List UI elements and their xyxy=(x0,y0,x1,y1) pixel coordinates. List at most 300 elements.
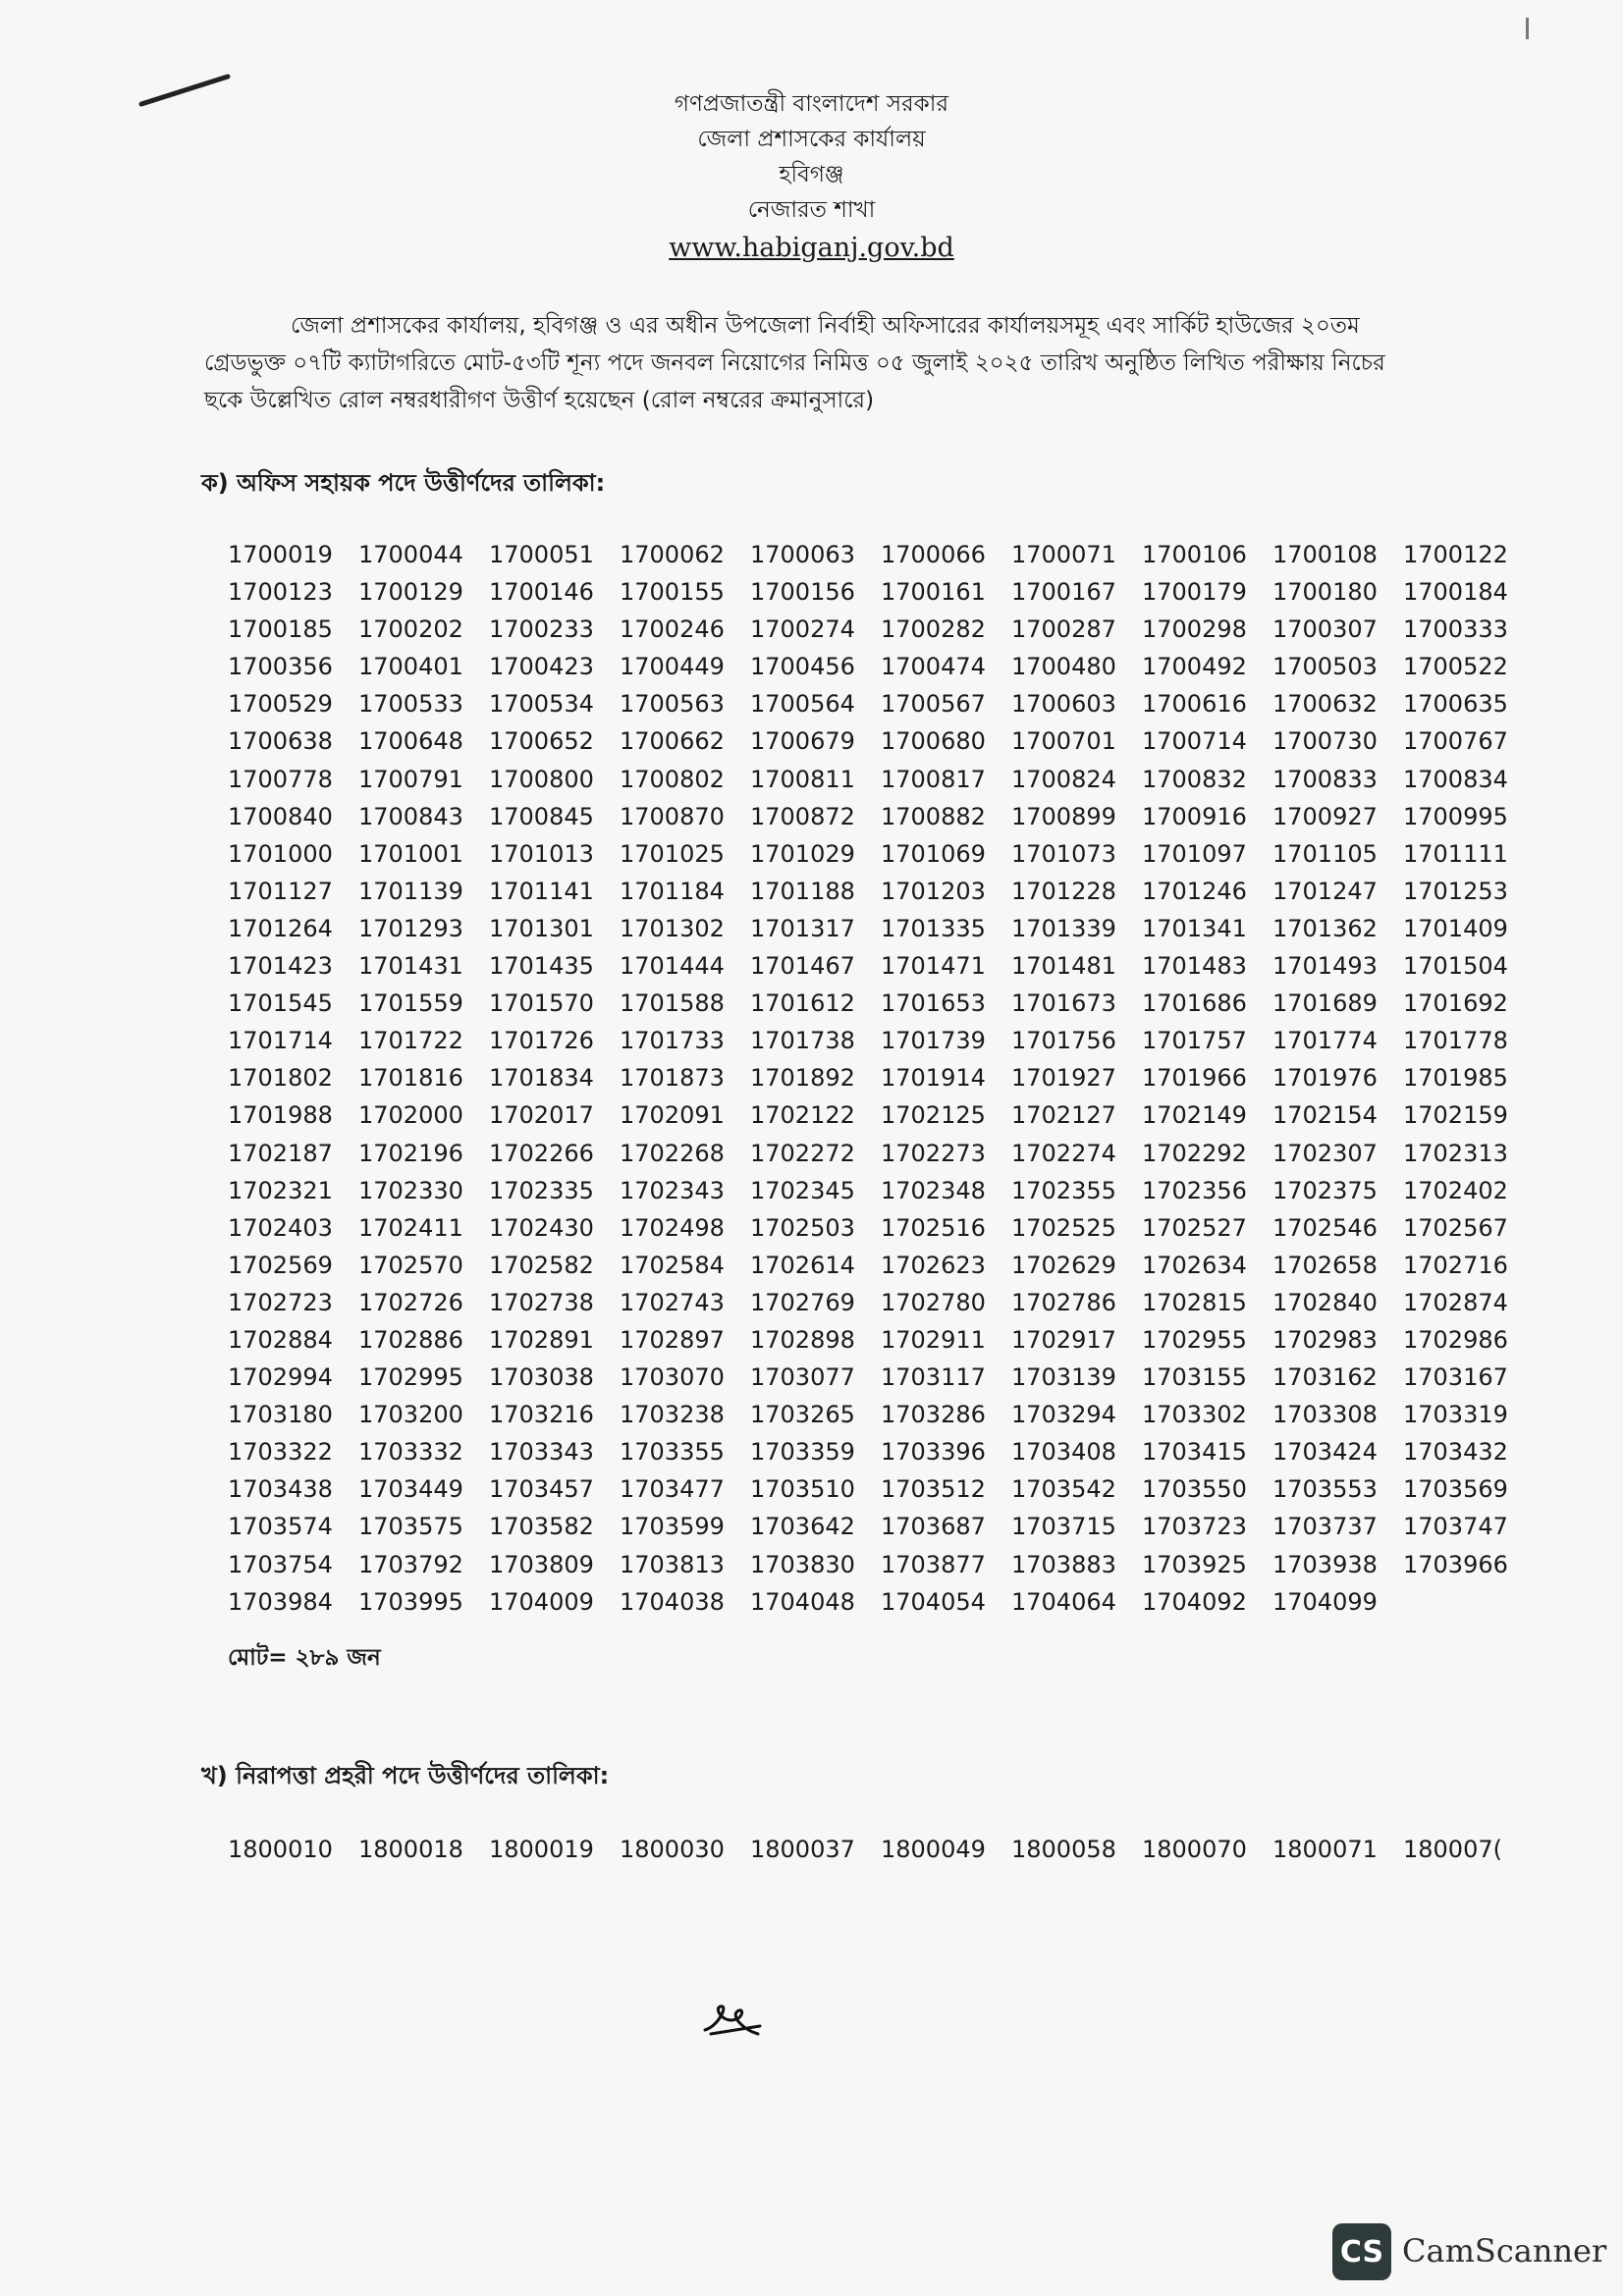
office-assistant-roll-number: 1700824 xyxy=(1011,765,1116,793)
office-assistant-roll-number: 1702348 xyxy=(881,1176,986,1204)
office-assistant-roll-number: 1700401 xyxy=(358,653,463,681)
office-assistant-roll-number: 1701247 xyxy=(1272,877,1378,905)
office-assistant-roll-number: 1702567 xyxy=(1403,1213,1508,1242)
office-assistant-roll-number: 1701834 xyxy=(489,1064,594,1093)
office-assistant-roll-number: 1700287 xyxy=(1011,615,1116,644)
office-assistant-roll-number: 1700563 xyxy=(620,690,725,719)
office-assistant-roll-number: 1702268 xyxy=(620,1139,725,1167)
office-assistant-roll-number: 1702527 xyxy=(1142,1213,1247,1242)
office-assistant-roll-number: 1702273 xyxy=(881,1139,986,1167)
office-assistant-roll-number: 1703332 xyxy=(358,1438,463,1467)
office-assistant-roll-number: 1702125 xyxy=(881,1101,986,1130)
office-assistant-roll-number: 1700282 xyxy=(881,615,986,644)
office-assistant-roll-number: 1701714 xyxy=(228,1027,333,1055)
office-assistant-roll-number: 1700449 xyxy=(620,653,725,681)
office-assistant-roll-number: 1701341 xyxy=(1142,914,1247,942)
office-assistant-roll-number: 1700274 xyxy=(750,615,855,644)
office-assistant-roll-number: 1702546 xyxy=(1272,1213,1378,1242)
office-assistant-roll-number: 1703216 xyxy=(489,1401,594,1429)
security-guard-roll-number: 1800018 xyxy=(358,1836,463,1863)
office-assistant-roll-number: 1700767 xyxy=(1403,727,1508,756)
office-assistant-roll-number: 1701481 xyxy=(1011,952,1116,981)
security-guard-roll-number: 1800019 xyxy=(489,1836,594,1863)
office-assistant-roll-number: 1701127 xyxy=(228,877,333,905)
office-assistant-roll-number: 1702769 xyxy=(750,1288,855,1316)
office-assistant-roll-number: 1703319 xyxy=(1403,1401,1508,1429)
office-assistant-roll-number: 1701757 xyxy=(1142,1027,1247,1055)
office-assistant-roll-number: 1701435 xyxy=(489,952,594,981)
camscanner-logo-icon: CS xyxy=(1332,2223,1391,2280)
security-guard-roll-number: 1800058 xyxy=(1011,1836,1116,1863)
office-assistant-roll-number: 1703582 xyxy=(489,1513,594,1541)
office-assistant-roll-number: 1703715 xyxy=(1011,1513,1116,1541)
office-assistant-roll-number: 1702274 xyxy=(1011,1139,1116,1167)
office-assistant-roll-number: 1700833 xyxy=(1272,765,1378,793)
office-assistant-roll-number: 1701892 xyxy=(750,1064,855,1093)
office-assistant-roll-number: 1702411 xyxy=(358,1213,463,1242)
office-assistant-roll-number: 1702266 xyxy=(489,1139,594,1167)
office-assistant-roll-number: 1703830 xyxy=(750,1550,855,1578)
office-assistant-roll-number: 1703995 xyxy=(358,1587,463,1616)
office-assistant-roll-number: 1702917 xyxy=(1011,1325,1116,1354)
office-assistant-roll-number: 1703302 xyxy=(1142,1401,1247,1429)
office-assistant-roll-number: 1702091 xyxy=(620,1101,725,1130)
office-assistant-roll-number: 1703925 xyxy=(1142,1550,1247,1578)
office-assistant-roll-number: 1700843 xyxy=(358,802,463,830)
office-assistant-roll-number: 1703415 xyxy=(1142,1438,1247,1467)
office-assistant-roll-number: 1702658 xyxy=(1272,1251,1378,1279)
office-assistant-roll-number: 1700648 xyxy=(358,727,463,756)
office-assistant-roll-number: 1703792 xyxy=(358,1550,463,1578)
office-assistant-roll-number: 1703162 xyxy=(1272,1363,1378,1392)
office-assistant-roll-number: 1702898 xyxy=(750,1325,855,1354)
office-assistant-roll-number: 1700051 xyxy=(489,541,594,568)
office-assistant-roll-number: 1700456 xyxy=(750,653,855,681)
office-assistant-roll-number: 1701739 xyxy=(881,1027,986,1055)
office-assistant-roll-number: 1700492 xyxy=(1142,653,1247,681)
office-assistant-roll-number: 1701471 xyxy=(881,952,986,981)
office-assistant-roll-number: 1701774 xyxy=(1272,1027,1378,1055)
office-assistant-roll-number: 1700044 xyxy=(358,541,463,568)
office-assistant-roll-number: 1700156 xyxy=(750,578,855,607)
office-assistant-roll-number: 1702313 xyxy=(1403,1139,1508,1167)
office-assistant-roll-number: 1703687 xyxy=(881,1513,986,1541)
security-guard-roll-number: 1800010 xyxy=(228,1836,333,1863)
office-assistant-roll-number: 1703747 xyxy=(1403,1513,1508,1541)
office-assistant-roll-number: 1700155 xyxy=(620,578,725,607)
office-assistant-roll-number: 1702629 xyxy=(1011,1251,1116,1279)
office-assistant-roll-number: 1702634 xyxy=(1142,1251,1247,1279)
office-assistant-roll-number: 1702995 xyxy=(358,1363,463,1392)
office-assistant-roll-number: 1703396 xyxy=(881,1438,986,1467)
office-assistant-roll-number: 1700123 xyxy=(228,578,333,607)
header-office: জেলা প্রশাসকের কার্যালয় xyxy=(697,127,926,152)
office-assistant-roll-number: 1704092 xyxy=(1142,1587,1247,1616)
office-assistant-roll-number: 1703599 xyxy=(620,1513,725,1541)
office-assistant-roll-number: 1701689 xyxy=(1272,989,1378,1018)
office-assistant-roll-number: 1701097 xyxy=(1142,839,1247,868)
office-assistant-roll-number: 1702584 xyxy=(620,1251,725,1279)
office-assistant-roll-number: 1700529 xyxy=(228,690,333,719)
office-assistant-roll-number: 1702815 xyxy=(1142,1288,1247,1316)
office-assistant-roll-number: 1700662 xyxy=(620,727,725,756)
office-assistant-roll-number: 1703542 xyxy=(1011,1475,1116,1504)
office-assistant-roll-number: 1703984 xyxy=(228,1587,333,1616)
office-assistant-roll-number: 1701431 xyxy=(358,952,463,981)
office-assistant-roll-number: 1701013 xyxy=(489,839,594,868)
office-assistant-roll-number: 1701069 xyxy=(881,839,986,868)
office-assistant-roll-number: 1701673 xyxy=(1011,989,1116,1018)
office-assistant-roll-number: 1702886 xyxy=(358,1325,463,1354)
office-assistant-roll-number: 1701444 xyxy=(620,952,725,981)
office-assistant-roll-number: 1702187 xyxy=(228,1139,333,1167)
office-assistant-roll-number: 1701105 xyxy=(1272,839,1378,868)
office-assistant-roll-number: 1700870 xyxy=(620,802,725,830)
header-branch: নেজারত শাখা xyxy=(747,197,876,223)
office-assistant-roll-number: 1700899 xyxy=(1011,802,1116,830)
office-assistant-roll-number: 1701253 xyxy=(1403,877,1508,905)
office-assistant-roll-number: 1700066 xyxy=(881,541,986,568)
office-assistant-roll-number: 1703477 xyxy=(620,1475,725,1504)
office-assistant-roll-number: 1701293 xyxy=(358,914,463,942)
office-assistant-roll-number: 1700603 xyxy=(1011,690,1116,719)
office-assistant-roll-number: 1700356 xyxy=(228,653,333,681)
security-guard-roll-number: 1800071 xyxy=(1272,1836,1378,1863)
office-assistant-roll-number: 1701914 xyxy=(881,1064,986,1093)
office-assistant-roll-number: 1701802 xyxy=(228,1064,333,1093)
office-assistant-roll-number: 1700679 xyxy=(750,727,855,756)
office-assistant-roll-number: 1703642 xyxy=(750,1513,855,1541)
office-assistant-roll-number: 1701111 xyxy=(1403,839,1508,868)
office-assistant-roll-number: 1703438 xyxy=(228,1475,333,1504)
office-assistant-roll-number: 1700122 xyxy=(1403,541,1508,568)
office-assistant-roll-number: 1700423 xyxy=(489,653,594,681)
office-assistant-roll-number: 1700298 xyxy=(1142,615,1247,644)
office-assistant-roll-number: 1702321 xyxy=(228,1176,333,1204)
total-count: মোট= ২৮৯ জন xyxy=(228,1645,381,1671)
office-assistant-roll-number: 1702983 xyxy=(1272,1325,1378,1354)
office-assistant-roll-number: 1700474 xyxy=(881,653,986,681)
office-assistant-roll-number: 1702498 xyxy=(620,1213,725,1242)
office-assistant-roll-number: 1703139 xyxy=(1011,1363,1116,1392)
security-guard-roll-number: 1800049 xyxy=(881,1836,986,1863)
office-assistant-roll-number: 1702884 xyxy=(228,1325,333,1354)
office-assistant-roll-number: 1703286 xyxy=(881,1401,986,1429)
office-assistant-roll-number: 1703966 xyxy=(1403,1550,1508,1578)
office-assistant-roll-number: 1703077 xyxy=(750,1363,855,1392)
office-assistant-roll-number: 1703574 xyxy=(228,1513,333,1541)
office-assistant-roll-number: 1701339 xyxy=(1011,914,1116,942)
website-url: www.habiganj.gov.bd xyxy=(669,233,954,263)
office-assistant-roll-number: 1701873 xyxy=(620,1064,725,1093)
office-assistant-roll-number: 1700995 xyxy=(1403,802,1508,830)
office-assistant-roll-number: 1702994 xyxy=(228,1363,333,1392)
office-assistant-roll-number: 1701559 xyxy=(358,989,463,1018)
office-assistant-roll-number: 1700811 xyxy=(750,765,855,793)
office-assistant-roll-number: 1703322 xyxy=(228,1438,333,1467)
office-assistant-roll-number: 1700185 xyxy=(228,615,333,644)
office-assistant-roll-number: 1700246 xyxy=(620,615,725,644)
office-assistant-roll-number: 1701692 xyxy=(1403,989,1508,1018)
office-assistant-roll-number: 1701686 xyxy=(1142,989,1247,1018)
security-guard-roll-number: 1800030 xyxy=(620,1836,725,1863)
office-assistant-roll-number: 1701976 xyxy=(1272,1064,1378,1093)
office-assistant-roll-number: 1703550 xyxy=(1142,1475,1247,1504)
office-assistant-roll-number: 1704048 xyxy=(750,1587,855,1616)
office-assistant-roll-number: 1700307 xyxy=(1272,615,1378,644)
office-assistant-roll-number: 1701423 xyxy=(228,952,333,981)
roll-grid-office-assistant xyxy=(228,536,1534,1621)
office-assistant-roll-number: 1701301 xyxy=(489,914,594,942)
office-assistant-roll-number: 1703167 xyxy=(1403,1363,1508,1392)
office-assistant-roll-number: 1702127 xyxy=(1011,1101,1116,1130)
office-assistant-roll-number: 1702430 xyxy=(489,1213,594,1242)
office-assistant-roll-number: 1700791 xyxy=(358,765,463,793)
office-assistant-roll-number: 1702516 xyxy=(881,1213,986,1242)
header-government: গণপ্রজাতন্ত্রী বাংলাদেশ সরকার xyxy=(674,91,949,117)
office-assistant-roll-number: 1700840 xyxy=(228,802,333,830)
office-assistant-roll-number: 1701483 xyxy=(1142,952,1247,981)
office-assistant-roll-number: 1701504 xyxy=(1403,952,1508,981)
office-assistant-roll-number: 1700652 xyxy=(489,727,594,756)
office-assistant-roll-number: 1702786 xyxy=(1011,1288,1116,1316)
office-assistant-roll-number: 1700184 xyxy=(1403,578,1508,607)
office-assistant-roll-number: 1701816 xyxy=(358,1064,463,1093)
office-assistant-roll-number: 1700817 xyxy=(881,765,986,793)
office-assistant-roll-number: 1703457 xyxy=(489,1475,594,1504)
office-assistant-roll-number: 1703938 xyxy=(1272,1550,1378,1578)
office-assistant-roll-number: 1703883 xyxy=(1011,1550,1116,1578)
office-assistant-roll-number: 1700019 xyxy=(228,541,333,568)
office-assistant-roll-number: 1703553 xyxy=(1272,1475,1378,1504)
office-assistant-roll-number: 1702356 xyxy=(1142,1176,1247,1204)
office-assistant-roll-number: 1700146 xyxy=(489,578,594,607)
office-assistant-roll-number: 1702897 xyxy=(620,1325,725,1354)
security-guard-roll-number: 1800070 xyxy=(1142,1836,1247,1863)
office-assistant-roll-number: 1701545 xyxy=(228,989,333,1018)
office-assistant-roll-number: 1703449 xyxy=(358,1475,463,1504)
office-assistant-roll-number: 1701203 xyxy=(881,877,986,905)
office-assistant-roll-number: 1700632 xyxy=(1272,690,1378,719)
office-assistant-roll-number: 1700834 xyxy=(1403,765,1508,793)
office-assistant-roll-number: 1702292 xyxy=(1142,1139,1247,1167)
office-assistant-roll-number: 1700882 xyxy=(881,802,986,830)
office-assistant-roll-number: 1700333 xyxy=(1403,615,1508,644)
office-assistant-roll-number: 1702196 xyxy=(358,1139,463,1167)
office-assistant-roll-number: 1700730 xyxy=(1272,727,1378,756)
office-assistant-roll-number: 1703569 xyxy=(1403,1475,1508,1504)
office-assistant-roll-number: 1703424 xyxy=(1272,1438,1378,1467)
section-a-title: ক) অফিস সহায়ক পদে উত্তীর্ণদের তালিকা: xyxy=(201,469,606,497)
office-assistant-roll-number: 1702335 xyxy=(489,1176,594,1204)
office-assistant-roll-number: 1703117 xyxy=(881,1363,986,1392)
office-assistant-roll-number: 1702623 xyxy=(881,1251,986,1279)
office-assistant-roll-number: 1702402 xyxy=(1403,1176,1508,1204)
office-assistant-roll-number: 1700180 xyxy=(1272,578,1378,607)
office-assistant-roll-number: 1701612 xyxy=(750,989,855,1018)
office-assistant-roll-number: 1703200 xyxy=(358,1401,463,1429)
office-assistant-roll-number: 1700106 xyxy=(1142,541,1247,568)
office-assistant-roll-number: 1700533 xyxy=(358,690,463,719)
office-assistant-roll-number: 1703155 xyxy=(1142,1363,1247,1392)
office-assistant-roll-number: 1703180 xyxy=(228,1401,333,1429)
office-assistant-roll-number: 1702503 xyxy=(750,1213,855,1242)
office-assistant-roll-number: 1700564 xyxy=(750,690,855,719)
office-assistant-roll-number: 1700927 xyxy=(1272,802,1378,830)
office-assistant-roll-number: 1700534 xyxy=(489,690,594,719)
section-b-title: খ) নিরাপত্তা প্রহরী পদে উত্তীর্ণদের তালিকা: xyxy=(201,1762,610,1789)
office-assistant-roll-number: 1700071 xyxy=(1011,541,1116,568)
office-assistant-roll-number: 1704064 xyxy=(1011,1587,1116,1616)
office-assistant-roll-number: 1700063 xyxy=(750,541,855,568)
office-assistant-roll-number: 1703038 xyxy=(489,1363,594,1392)
camscanner-brand: CamScanner xyxy=(1402,2232,1607,2269)
office-assistant-roll-number: 1701467 xyxy=(750,952,855,981)
office-assistant-roll-number: 1703308 xyxy=(1272,1401,1378,1429)
office-assistant-roll-number: 1702891 xyxy=(489,1325,594,1354)
office-assistant-roll-number: 1700802 xyxy=(620,765,725,793)
office-assistant-roll-number: 1700480 xyxy=(1011,653,1116,681)
office-assistant-roll-number: 1700778 xyxy=(228,765,333,793)
office-assistant-roll-number: 1702154 xyxy=(1272,1101,1378,1130)
office-assistant-roll-number: 1701738 xyxy=(750,1027,855,1055)
office-assistant-roll-number: 1701188 xyxy=(750,877,855,905)
office-assistant-roll-number: 1702343 xyxy=(620,1176,725,1204)
office-assistant-roll-number: 1703294 xyxy=(1011,1401,1116,1429)
scan-edge-mark xyxy=(1526,18,1529,39)
roll-grid-security-guard xyxy=(228,1830,1534,1869)
office-assistant-roll-number: 1701988 xyxy=(228,1101,333,1130)
office-assistant-roll-number: 1701362 xyxy=(1272,914,1378,942)
office-assistant-roll-number: 1703512 xyxy=(881,1475,986,1504)
office-assistant-roll-number: 1703723 xyxy=(1142,1513,1247,1541)
office-assistant-roll-number: 1702955 xyxy=(1142,1325,1247,1354)
office-assistant-roll-number: 1700062 xyxy=(620,541,725,568)
office-assistant-roll-number: 1700638 xyxy=(228,727,333,756)
intro-paragraph: জেলা প্রশাসকের কার্যালয়, হবিগঞ্জ ও এর অধীন উপজেলা নির্বাহী অফিসারের কার্যালয়সমূহ এবং সার্কিট হাউজের ২০তম গ্রেডভুক্ত ০৭টি ক্যাটাগরিতে মোট-৫৩টি শূন্য পদে জনবল নিয়োগের নিমিত্ত ০৫ জুলাই ২০২৫ তারিখ অনুষ্ঠিত লিখিত পরীক্ষায় নিচের ছকে উল্লেখিত রোল নম্বরধারীগণ উত্তীর্ণ হয়েছেন (রোল নম্বরের ক্রমানুসারে) xyxy=(204,313,1385,413)
office-assistant-roll-number: 1703813 xyxy=(620,1550,725,1578)
office-assistant-roll-number: 1702345 xyxy=(750,1176,855,1204)
office-assistant-roll-number: 1703754 xyxy=(228,1550,333,1578)
office-assistant-roll-number: 1700872 xyxy=(750,802,855,830)
office-assistant-roll-number: 1703408 xyxy=(1011,1438,1116,1467)
office-assistant-roll-number: 1703809 xyxy=(489,1550,594,1578)
office-assistant-roll-number: 1701246 xyxy=(1142,877,1247,905)
office-assistant-roll-number: 1701927 xyxy=(1011,1064,1116,1093)
office-assistant-roll-number: 1702272 xyxy=(750,1139,855,1167)
office-assistant-roll-number: 1702874 xyxy=(1403,1288,1508,1316)
office-assistant-roll-number: 1702743 xyxy=(620,1288,725,1316)
header-district: হবিগঞ্জ xyxy=(779,162,844,187)
office-assistant-roll-number: 1701756 xyxy=(1011,1027,1116,1055)
office-assistant-roll-number: 1703359 xyxy=(750,1438,855,1467)
office-assistant-roll-number: 1702986 xyxy=(1403,1325,1508,1354)
office-assistant-roll-number: 1702525 xyxy=(1011,1213,1116,1242)
office-assistant-roll-number: 1701570 xyxy=(489,989,594,1018)
office-assistant-roll-number: 1702780 xyxy=(881,1288,986,1316)
office-assistant-roll-number: 1701184 xyxy=(620,877,725,905)
office-assistant-roll-number: 1702723 xyxy=(228,1288,333,1316)
office-assistant-roll-number: 1701025 xyxy=(620,839,725,868)
office-assistant-roll-number: 1703265 xyxy=(750,1401,855,1429)
office-assistant-roll-number: 1700916 xyxy=(1142,802,1247,830)
office-assistant-roll-number: 1701317 xyxy=(750,914,855,942)
office-assistant-roll-number: 1700832 xyxy=(1142,765,1247,793)
office-assistant-roll-number: 1702716 xyxy=(1403,1251,1508,1279)
office-assistant-roll-number: 1704009 xyxy=(489,1587,594,1616)
office-assistant-roll-number: 1702149 xyxy=(1142,1101,1247,1130)
office-assistant-roll-number: 1703877 xyxy=(881,1550,986,1578)
office-assistant-roll-number: 1700129 xyxy=(358,578,463,607)
office-assistant-roll-number: 1703737 xyxy=(1272,1513,1378,1541)
office-assistant-roll-number: 1702614 xyxy=(750,1251,855,1279)
office-assistant-roll-number: 1700167 xyxy=(1011,578,1116,607)
office-assistant-roll-number: 1704038 xyxy=(620,1587,725,1616)
office-assistant-roll-number: 1702375 xyxy=(1272,1176,1378,1204)
office-assistant-roll-number: 1702582 xyxy=(489,1251,594,1279)
office-assistant-roll-number: 1702307 xyxy=(1272,1139,1378,1167)
office-assistant-roll-number: 1701493 xyxy=(1272,952,1378,981)
office-assistant-roll-number: 1700701 xyxy=(1011,727,1116,756)
office-assistant-roll-number: 1702569 xyxy=(228,1251,333,1279)
office-assistant-roll-number: 1702000 xyxy=(358,1101,463,1130)
office-assistant-roll-number: 1701653 xyxy=(881,989,986,1018)
office-assistant-roll-number: 1701141 xyxy=(489,877,594,905)
office-assistant-roll-number: 1700233 xyxy=(489,615,594,644)
office-assistant-roll-number: 1700202 xyxy=(358,615,463,644)
office-assistant-roll-number: 1700522 xyxy=(1403,653,1508,681)
office-assistant-roll-number: 1701029 xyxy=(750,839,855,868)
security-guard-roll-number: 1800037 xyxy=(750,1836,855,1863)
office-assistant-roll-number: 1701073 xyxy=(1011,839,1116,868)
office-assistant-roll-number: 1701588 xyxy=(620,989,725,1018)
office-assistant-roll-number: 1700567 xyxy=(881,690,986,719)
office-assistant-roll-number: 1701966 xyxy=(1142,1064,1247,1093)
office-assistant-roll-number: 1703238 xyxy=(620,1401,725,1429)
office-assistant-roll-number: 1700108 xyxy=(1272,541,1378,568)
office-assistant-roll-number: 1700161 xyxy=(881,578,986,607)
office-assistant-roll-number: 1701726 xyxy=(489,1027,594,1055)
office-assistant-roll-number: 1701264 xyxy=(228,914,333,942)
office-assistant-roll-number: 1703070 xyxy=(620,1363,725,1392)
office-assistant-roll-number: 1703510 xyxy=(750,1475,855,1504)
office-assistant-roll-number: 1701139 xyxy=(358,877,463,905)
office-assistant-roll-number: 1702122 xyxy=(750,1101,855,1130)
office-assistant-roll-number: 1701733 xyxy=(620,1027,725,1055)
office-assistant-roll-number: 1700845 xyxy=(489,802,594,830)
office-assistant-roll-number: 1703432 xyxy=(1403,1438,1508,1467)
office-assistant-roll-number: 1700714 xyxy=(1142,727,1247,756)
office-assistant-roll-number: 1703355 xyxy=(620,1438,725,1467)
office-assistant-roll-number: 1701228 xyxy=(1011,877,1116,905)
document-header xyxy=(0,86,1623,269)
office-assistant-roll-number: 1702403 xyxy=(228,1213,333,1242)
office-assistant-roll-number: 1702911 xyxy=(881,1325,986,1354)
office-assistant-roll-number: 1702355 xyxy=(1011,1176,1116,1204)
office-assistant-roll-number: 1702726 xyxy=(358,1288,463,1316)
office-assistant-roll-number: 1703575 xyxy=(358,1513,463,1541)
office-assistant-roll-number: 1701302 xyxy=(620,914,725,942)
office-assistant-roll-number: 1702159 xyxy=(1403,1101,1508,1130)
office-assistant-roll-number: 1700635 xyxy=(1403,690,1508,719)
office-assistant-roll-number: 1702017 xyxy=(489,1101,594,1130)
office-assistant-roll-number: 1702840 xyxy=(1272,1288,1378,1316)
office-assistant-roll-number: 1702570 xyxy=(358,1251,463,1279)
office-assistant-roll-number: 1701722 xyxy=(358,1027,463,1055)
office-assistant-roll-number: 1703343 xyxy=(489,1438,594,1467)
office-assistant-roll-number: 1700680 xyxy=(881,727,986,756)
office-assistant-roll-number: 1700503 xyxy=(1272,653,1378,681)
